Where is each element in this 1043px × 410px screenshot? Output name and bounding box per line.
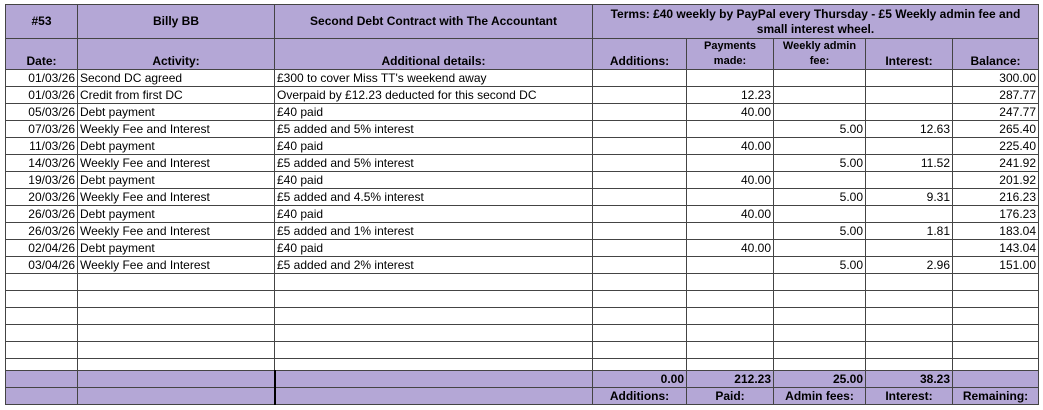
total-payments[interactable]: 212.23 <box>687 371 774 388</box>
col-header-additions[interactable]: Additions: <box>593 39 687 70</box>
cell-payments[interactable] <box>687 189 774 206</box>
empty-row <box>6 274 1039 291</box>
empty-cell[interactable] <box>953 359 1039 371</box>
cell-additions[interactable] <box>593 87 687 104</box>
cell-interest[interactable]: 11.52 <box>866 155 953 172</box>
table-row <box>6 104 1039 121</box>
empty-cell[interactable] <box>78 359 275 371</box>
empty-cell[interactable] <box>774 359 866 371</box>
cell-interest[interactable] <box>866 172 953 189</box>
cell-admin-fee[interactable] <box>774 104 866 121</box>
empty-cell[interactable] <box>953 342 1039 359</box>
cell-details[interactable]: £5 added and 1% interest <box>275 223 593 240</box>
cell-balance[interactable]: 143.04 <box>953 240 1039 257</box>
col-header-activity[interactable]: Activity: <box>78 39 275 70</box>
total-label-balance[interactable]: Remaining: <box>953 388 1039 405</box>
cell-details[interactable]: £5 added and 4.5% interest <box>275 189 593 206</box>
empty-cell[interactable] <box>78 371 275 388</box>
cell-additions[interactable] <box>593 206 687 223</box>
cell-admin-fee[interactable]: 5.00 <box>774 155 866 172</box>
empty-cell[interactable] <box>593 359 687 371</box>
empty-cell[interactable] <box>78 325 275 342</box>
col-header-interest[interactable]: Interest: <box>866 39 953 70</box>
empty-cell[interactable] <box>6 371 78 388</box>
empty-cell[interactable] <box>866 308 953 325</box>
cell-balance[interactable]: 183.04 <box>953 223 1039 240</box>
empty-cell[interactable] <box>866 274 953 291</box>
cell-balance[interactable]: 216.23 <box>953 189 1039 206</box>
cell-additions[interactable] <box>593 70 687 87</box>
cell-activity[interactable]: Weekly Fee and Interest <box>78 121 275 138</box>
table-row <box>6 172 1039 189</box>
cell-balance[interactable]: 225.40 <box>953 138 1039 155</box>
empty-row <box>6 291 1039 308</box>
empty-row <box>6 308 1039 325</box>
cell-admin-fee[interactable] <box>774 240 866 257</box>
cell-balance[interactable]: 247.77 <box>953 104 1039 121</box>
empty-cell[interactable] <box>6 308 78 325</box>
cell-payments[interactable]: 40.00 <box>687 138 774 155</box>
cell-additions[interactable] <box>593 155 687 172</box>
empty-cell[interactable] <box>275 359 593 371</box>
cell-payments[interactable] <box>687 257 774 274</box>
col-header-balance[interactable]: Balance: <box>953 39 1039 70</box>
empty-cell[interactable] <box>275 388 593 405</box>
cell-interest[interactable] <box>866 70 953 87</box>
cell-admin-fee[interactable]: 5.00 <box>774 223 866 240</box>
empty-cell[interactable] <box>78 342 275 359</box>
empty-cell[interactable] <box>6 359 78 371</box>
cell-balance[interactable]: 201.92 <box>953 172 1039 189</box>
cell-date[interactable]: 20/03/26 <box>6 189 78 206</box>
cell-payments[interactable] <box>687 121 774 138</box>
cell-activity[interactable]: Weekly Fee and Interest <box>78 257 275 274</box>
terms-text[interactable]: Terms: £40 weekly by PayPal every Thursday - £5 Weekly admin fee and small interest wheel. <box>593 5 1039 39</box>
empty-cell[interactable] <box>275 291 593 308</box>
empty-cell[interactable] <box>593 325 687 342</box>
col-header-payments[interactable]: Payments made: <box>687 39 774 70</box>
cell-details[interactable]: £40 paid <box>275 206 593 223</box>
cell-admin-fee[interactable]: 5.00 <box>774 189 866 206</box>
table-row <box>6 138 1039 155</box>
table-row <box>6 70 1039 87</box>
empty-cell[interactable] <box>687 359 774 371</box>
total-admin[interactable]: 25.00 <box>774 371 866 388</box>
cell-details[interactable]: £40 paid <box>275 138 593 155</box>
empty-cell[interactable] <box>953 291 1039 308</box>
total-additions[interactable]: 0.00 <box>593 371 687 388</box>
empty-cell[interactable] <box>774 342 866 359</box>
empty-cell[interactable] <box>953 325 1039 342</box>
contract-id[interactable]: #53 <box>6 5 78 39</box>
empty-cell[interactable] <box>593 342 687 359</box>
empty-cell[interactable] <box>687 291 774 308</box>
cell-details[interactable]: £5 added and 2% interest <box>275 257 593 274</box>
empty-cell[interactable] <box>6 388 78 405</box>
empty-cell[interactable] <box>866 325 953 342</box>
cell-admin-fee[interactable] <box>774 138 866 155</box>
cell-date[interactable]: 03/04/26 <box>6 257 78 274</box>
empty-cell[interactable] <box>774 325 866 342</box>
cell-details[interactable]: £40 paid <box>275 172 593 189</box>
empty-cell[interactable] <box>866 342 953 359</box>
empty-cell[interactable] <box>275 325 593 342</box>
cell-date[interactable]: 19/03/26 <box>6 172 78 189</box>
empty-cell[interactable] <box>866 291 953 308</box>
cell-interest[interactable] <box>866 87 953 104</box>
cell-activity[interactable]: Weekly Fee and Interest <box>78 155 275 172</box>
cell-date[interactable]: 26/03/26 <box>6 223 78 240</box>
cell-activity[interactable]: Credit from first DC <box>78 87 275 104</box>
col-header-admin[interactable]: Weekly admin fee: <box>774 39 866 70</box>
total-label-payments[interactable]: Paid: <box>687 388 774 405</box>
cell-admin-fee[interactable]: 5.00 <box>774 121 866 138</box>
col-header-date[interactable]: Date: <box>6 39 78 70</box>
empty-cell[interactable] <box>275 308 593 325</box>
debt-ledger-table <box>5 4 1039 405</box>
cell-date[interactable]: 14/03/26 <box>6 155 78 172</box>
cell-admin-fee[interactable]: 5.00 <box>774 257 866 274</box>
cell-admin-fee[interactable] <box>774 172 866 189</box>
cell-additions[interactable] <box>593 121 687 138</box>
cell-additions[interactable] <box>593 189 687 206</box>
cell-activity[interactable]: Weekly Fee and Interest <box>78 223 275 240</box>
empty-cell[interactable] <box>866 359 953 371</box>
cell-interest[interactable] <box>866 240 953 257</box>
total-label-interest[interactable]: Interest: <box>866 388 953 405</box>
empty-cell[interactable] <box>6 325 78 342</box>
table-row <box>6 155 1039 172</box>
cell-activity[interactable]: Debt payment <box>78 104 275 121</box>
cell-activity[interactable]: Debt payment <box>78 138 275 155</box>
empty-cell[interactable] <box>774 308 866 325</box>
total-label-additions[interactable]: Additions: <box>593 388 687 405</box>
cell-details[interactable]: Overpaid by £12.23 deducted for this second DC <box>275 87 593 104</box>
empty-cell[interactable] <box>593 308 687 325</box>
total-interest[interactable]: 38.23 <box>866 371 953 388</box>
total-label-admin[interactable]: Admin fees: <box>774 388 866 405</box>
empty-row <box>6 342 1039 359</box>
cell-balance[interactable]: 176.23 <box>953 206 1039 223</box>
cell-date[interactable]: 11/03/26 <box>6 138 78 155</box>
table-row <box>6 121 1039 138</box>
cell-date[interactable]: 02/04/26 <box>6 240 78 257</box>
cell-balance[interactable]: 287.77 <box>953 87 1039 104</box>
cell-payments[interactable]: 40.00 <box>687 206 774 223</box>
cell-date[interactable]: 07/03/26 <box>6 121 78 138</box>
cell-payments[interactable] <box>687 155 774 172</box>
cell-details[interactable]: £300 to cover Miss TT's weekend away <box>275 70 593 87</box>
cell-interest[interactable]: 12.63 <box>866 121 953 138</box>
cell-interest[interactable]: 2.96 <box>866 257 953 274</box>
table-row <box>6 240 1039 257</box>
cell-activity[interactable]: Second DC agreed <box>78 70 275 87</box>
empty-cell[interactable] <box>6 342 78 359</box>
cell-activity[interactable]: Debt payment <box>78 206 275 223</box>
cell-balance[interactable]: 151.00 <box>953 257 1039 274</box>
cell-details[interactable]: £5 added and 5% interest <box>275 155 593 172</box>
total-balance[interactable] <box>953 371 1039 388</box>
cell-admin-fee[interactable] <box>774 87 866 104</box>
empty-cell[interactable] <box>275 342 593 359</box>
empty-cell[interactable] <box>78 388 275 405</box>
cell-interest[interactable] <box>866 206 953 223</box>
cell-interest[interactable] <box>866 104 953 121</box>
cell-additions[interactable] <box>593 223 687 240</box>
cell-activity[interactable]: Debt payment <box>78 172 275 189</box>
empty-cell[interactable] <box>953 274 1039 291</box>
cell-payments[interactable] <box>687 223 774 240</box>
cell-balance[interactable]: 300.00 <box>953 70 1039 87</box>
cell-payments[interactable]: 40.00 <box>687 240 774 257</box>
empty-cell[interactable] <box>275 274 593 291</box>
empty-cell[interactable] <box>275 371 593 388</box>
column-header-row <box>6 39 1039 70</box>
cell-admin-fee[interactable] <box>774 206 866 223</box>
cell-date[interactable]: 26/03/26 <box>6 206 78 223</box>
cell-balance[interactable]: 241.92 <box>953 155 1039 172</box>
empty-cell[interactable] <box>78 291 275 308</box>
cell-activity[interactable]: Debt payment <box>78 240 275 257</box>
empty-cell[interactable] <box>6 274 78 291</box>
cell-additions[interactable] <box>593 240 687 257</box>
empty-cell[interactable] <box>78 274 275 291</box>
contract-title[interactable]: Second Debt Contract with The Accountant <box>275 5 593 39</box>
cell-interest[interactable] <box>866 138 953 155</box>
totals-label-row <box>6 388 1039 405</box>
cell-activity[interactable]: Weekly Fee and Interest <box>78 189 275 206</box>
empty-row <box>6 359 1039 371</box>
col-header-details[interactable]: Additional details: <box>275 39 593 70</box>
cell-interest[interactable]: 1.81 <box>866 223 953 240</box>
empty-cell[interactable] <box>687 325 774 342</box>
cell-date[interactable]: 01/03/26 <box>6 70 78 87</box>
empty-cell[interactable] <box>6 291 78 308</box>
cell-admin-fee[interactable] <box>774 70 866 87</box>
cell-details[interactable]: £5 added and 5% interest <box>275 121 593 138</box>
table-row <box>6 189 1039 206</box>
empty-cell[interactable] <box>953 308 1039 325</box>
empty-cell[interactable] <box>78 308 275 325</box>
cell-date[interactable]: 01/03/26 <box>6 87 78 104</box>
cell-payments[interactable]: 12.23 <box>687 87 774 104</box>
cell-interest[interactable]: 9.31 <box>866 189 953 206</box>
cell-additions[interactable] <box>593 257 687 274</box>
cell-payments[interactable]: 40.00 <box>687 104 774 121</box>
cell-additions[interactable] <box>593 104 687 121</box>
title-row <box>6 5 1039 39</box>
table-row <box>6 223 1039 240</box>
cell-details[interactable]: £40 paid <box>275 104 593 121</box>
empty-cell[interactable] <box>687 342 774 359</box>
empty-cell[interactable] <box>687 274 774 291</box>
table-row <box>6 87 1039 104</box>
cell-payments[interactable]: 40.00 <box>687 172 774 189</box>
empty-cell[interactable] <box>593 291 687 308</box>
empty-row <box>6 325 1039 342</box>
cell-date[interactable]: 05/03/26 <box>6 104 78 121</box>
cell-balance[interactable]: 265.40 <box>953 121 1039 138</box>
cell-additions[interactable] <box>593 138 687 155</box>
cell-payments[interactable] <box>687 70 774 87</box>
client-name[interactable]: Billy BB <box>78 5 275 39</box>
cell-additions[interactable] <box>593 172 687 189</box>
totals-row <box>6 371 1039 388</box>
table-row <box>6 257 1039 274</box>
cell-details[interactable]: £40 paid <box>275 240 593 257</box>
empty-cell[interactable] <box>774 291 866 308</box>
empty-cell[interactable] <box>774 274 866 291</box>
empty-cell[interactable] <box>687 308 774 325</box>
empty-cell[interactable] <box>593 274 687 291</box>
table-row <box>6 206 1039 223</box>
